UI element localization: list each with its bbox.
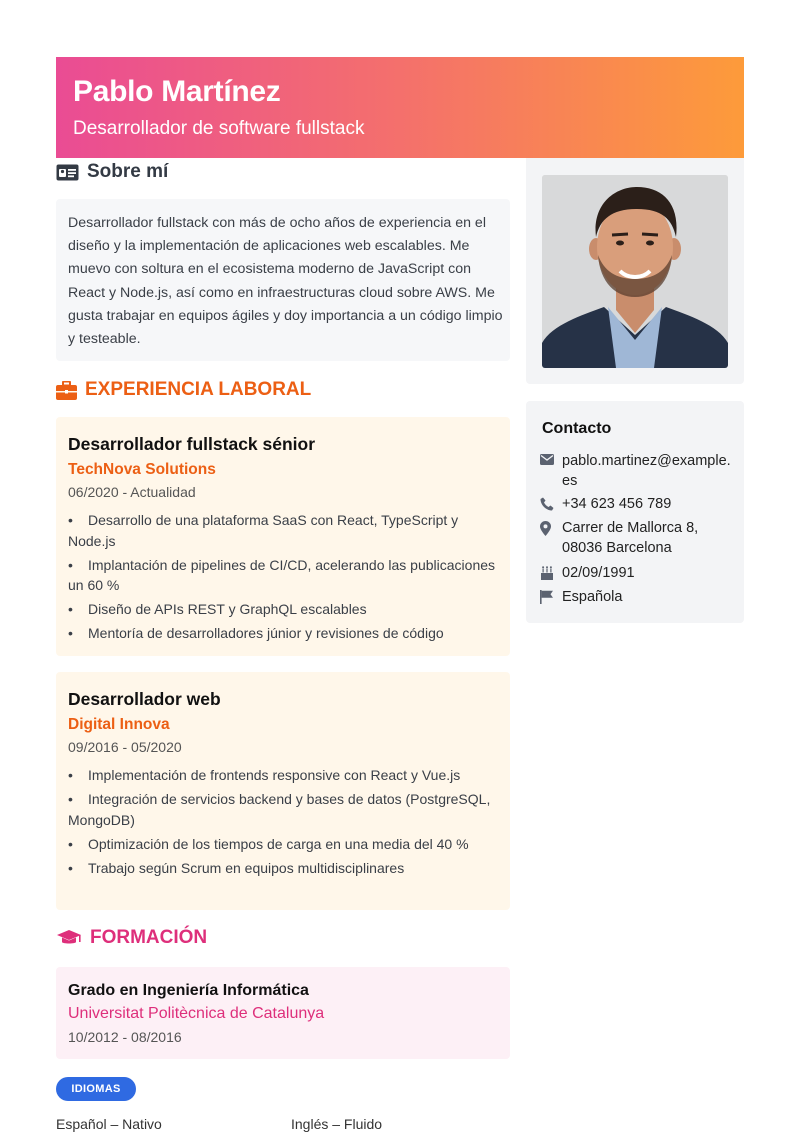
job-bullet: • Diseño de APIs REST y GraphQL escalables [68, 599, 498, 620]
job-bullet: • Implantación de pipelines de CI/CD, acelerando las publicaciones un 60 % [68, 555, 498, 596]
contact-address [540, 518, 712, 558]
briefcase-icon [56, 381, 77, 400]
education-dates: 10/2012 - 08/2016 [68, 1029, 182, 1045]
job-bullet: • Optimización de los tiempos de carga en una media del 40 % [68, 834, 498, 855]
job-bullet: • Integración de servicios backend y bases de datos (PostgreSQL, MongoDB) [68, 789, 498, 830]
person-name: Pablo Martínez [73, 75, 281, 108]
job-company: Digital Innova [68, 716, 170, 733]
job-bullet: • Trabajo según Scrum en equipos multidisciplinares [68, 858, 498, 879]
phone-icon [540, 494, 562, 511]
job-bullet: • Desarrollo de una plataforma SaaS con React, TypeScript y Node.js [68, 510, 498, 551]
person-role: Desarrollador de software fullstack [73, 118, 365, 139]
job-title: Desarrollador web [68, 689, 221, 709]
education-school: Universitat Politècnica de Catalunya [68, 1005, 325, 1022]
contact-nationality [540, 587, 734, 607]
envelope-icon [540, 451, 562, 465]
job-company: TechNova Solutions [68, 461, 216, 478]
photo-card [526, 158, 744, 384]
flag-icon [540, 587, 562, 604]
job-bullets [68, 765, 498, 882]
about-box [56, 199, 510, 361]
contact-nationality-text: Española [562, 589, 623, 605]
about-text: Desarrollador fullstack con más de ocho años de experiencia en el diseño y la implementación de aplicaciones web escalables. Me muevo con soltura en el ecosistema moderno de JavaScript con React y Node.js, así como en infraestructuras cloud sobre AWS. Me gusta trabajar en equipos ágiles y doy importancia a un código limpio y testeable. [68, 215, 503, 348]
contact-address-text: Carrer de Mallorca 8, 08036 Barcelona [562, 520, 699, 556]
about-section-title [56, 161, 168, 183]
contact-email-text: pablo.martinez@example.es [562, 453, 731, 489]
languages-badge: IDIOMAS [56, 1077, 136, 1101]
header-banner [56, 57, 744, 158]
job-bullets [68, 510, 498, 647]
map-pin-icon [540, 518, 562, 536]
language-item: Español – Nativo [56, 1116, 162, 1132]
contact-phone[interactable] [540, 494, 734, 514]
education-entry [56, 967, 510, 1059]
experience-title-text: EXPERIENCIA LABORAL [85, 379, 312, 400]
job-dates: 09/2016 - 05/2020 [68, 739, 182, 755]
contact-title: Contacto [542, 420, 612, 437]
language-item: Inglés – Fluido [291, 1116, 383, 1132]
about-title-text: Sobre mí [87, 161, 169, 182]
job-bullet: • Implementación de frontends responsive con React y Vue.js [68, 765, 498, 786]
contact-birthdate [540, 563, 734, 583]
job-bullet: • Mentoría de desarrolladores júnior y revisiones de código [68, 623, 498, 644]
graduation-cap-icon [56, 929, 82, 947]
education-section-title [56, 927, 207, 949]
job-entry [56, 672, 510, 910]
education-degree: Grado en Ingeniería Informática [68, 982, 309, 999]
contact-card [526, 401, 744, 623]
experience-section-title [56, 379, 311, 401]
job-entry [56, 417, 510, 656]
profile-photo [542, 175, 728, 368]
contact-email[interactable] [540, 451, 734, 491]
contact-birthdate-text: 02/09/1991 [562, 565, 635, 581]
job-title: Desarrollador fullstack sénior [68, 434, 316, 454]
id-card-icon [56, 164, 79, 181]
education-title-text: FORMACIÓN [90, 927, 208, 948]
job-dates: 06/2020 - Actualidad [68, 484, 196, 500]
contact-phone-text: +34 623 456 789 [562, 496, 672, 512]
birthday-cake-icon [540, 563, 562, 580]
